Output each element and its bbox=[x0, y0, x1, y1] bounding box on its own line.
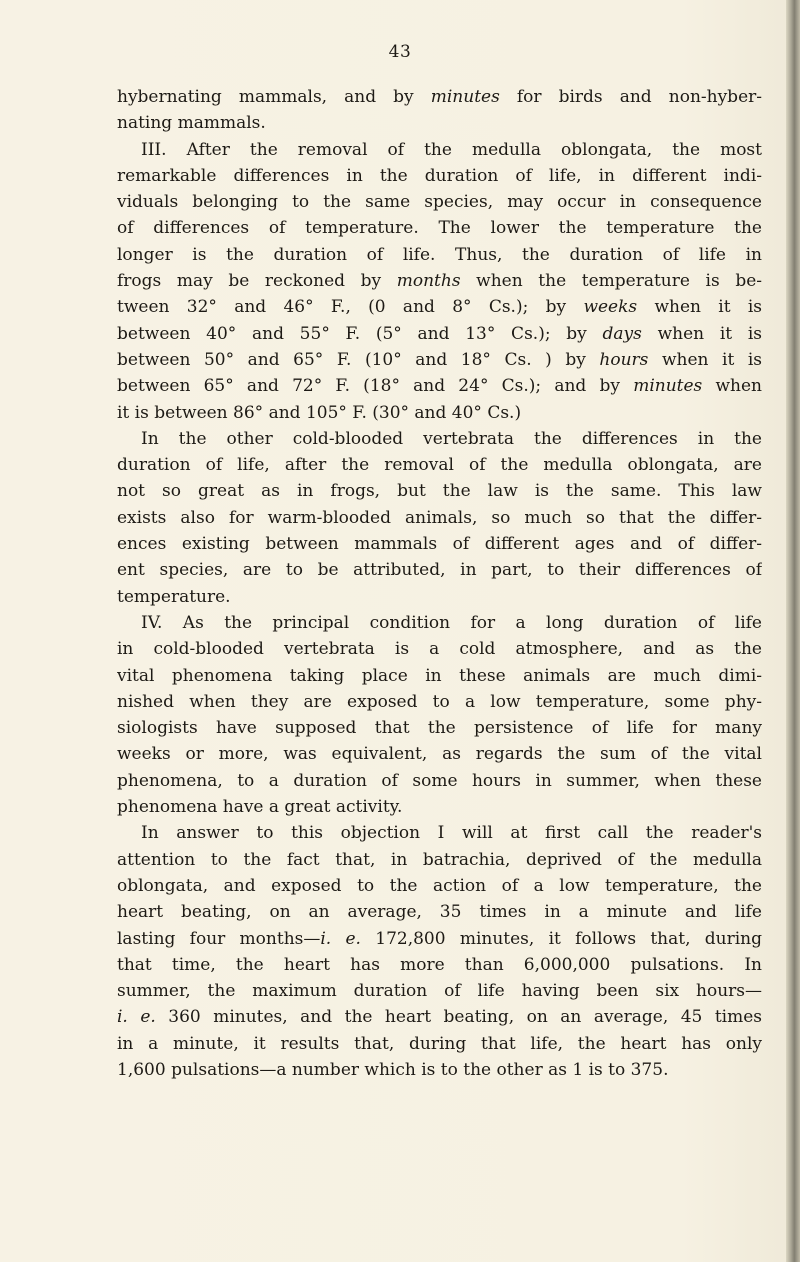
text-line: remarkable differences in the duration of life, in different indi- bbox=[117, 165, 762, 186]
text-line: vital phenomena taking place in these animals are much dimi- bbox=[117, 665, 762, 686]
text-line: exists also for warm-blooded animals, so much so that the differ- bbox=[117, 507, 762, 528]
text-line: viduals belonging to the same species, may occur in consequence bbox=[117, 192, 762, 213]
text-line: phenomena have a great activity. bbox=[117, 797, 403, 818]
text-line: heart beating, on an average, 35 times in a minute and life bbox=[117, 902, 762, 923]
text-line: nating mammals. bbox=[117, 113, 266, 134]
text-line: siologists have supposed that the persistence of life for many bbox=[117, 718, 762, 739]
text-line: of differences of temperature. The lower the temperature the bbox=[117, 218, 762, 239]
text-line: oblongata, and exposed to the action of a low temperature, the bbox=[117, 875, 762, 896]
text-line: in cold-blooded vertebrata is a cold atmosphere, and as the bbox=[117, 639, 762, 660]
text-line: IV. As the principal condition for a long duration of life bbox=[141, 612, 762, 633]
text-line: In answer to this objection I will at first call the reader's bbox=[141, 823, 762, 844]
text-line: 1,600 pulsations—a number which is to the other as 1 is to 375. bbox=[117, 1059, 669, 1080]
text-line: it is between 86° and 105° F. (30° and 40° Cs.) bbox=[117, 402, 522, 423]
text-line: longer is the duration of life. Thus, the duration of life in bbox=[117, 244, 762, 265]
text-line: between 65° and 72° F. (18° and 24° Cs.); and by minutes when bbox=[117, 376, 762, 397]
text-line: duration of life, after the removal of the medulla oblongata, are bbox=[117, 455, 762, 476]
text-line: between 50° and 65° F. (10° and 18° Cs. ) by hours when it is bbox=[117, 349, 762, 370]
text-line: between 40° and 55° F. (5° and 13° Cs.); by days when it is bbox=[117, 323, 762, 344]
page-edge bbox=[786, 0, 800, 1262]
text-line: frogs may be reckoned by months when the temperature is be- bbox=[117, 271, 762, 292]
text-line: lasting four months—i. e. 172,800 minutes, it follows that, during bbox=[117, 928, 762, 949]
text-line: phenomena, to a duration of some hours in summer, when these bbox=[117, 770, 762, 791]
text-line: that time, the heart has more than 6,000,000 pulsations. In bbox=[117, 954, 762, 975]
text-line: In the other cold-blooded vertebrata the differences in the bbox=[141, 428, 762, 449]
text-line: summer, the maximum duration of life having been six hours— bbox=[117, 981, 762, 1002]
text-line: not so great as in frogs, but the law is the same. This law bbox=[117, 481, 762, 502]
text-line: temperature. bbox=[117, 586, 231, 607]
text-line: tween 32° and 46° F., (0 and 8° Cs.); by weeks when it is bbox=[117, 297, 762, 318]
text-line: ences existing between mammals of different ages and of differ- bbox=[117, 534, 762, 555]
text-line: weeks or more, was equivalent, as regards the sum of the vital bbox=[117, 744, 762, 765]
page-number: 43 bbox=[388, 42, 412, 62]
text-line: hybernating mammals, and by minutes for birds and non-hyber- bbox=[117, 87, 762, 107]
text-line: i. e. 360 minutes, and the heart beating, on an average, 45 times bbox=[117, 1007, 762, 1028]
text-line: nished when they are exposed to a low temperature, some phy- bbox=[117, 691, 762, 712]
body-text bbox=[117, 84, 762, 1083]
text-line: in a minute, it results that, during that life, the heart has only bbox=[117, 1033, 762, 1054]
text-line: III. After the removal of the medulla oblongata, the most bbox=[141, 139, 762, 160]
text-line: ent species, are to be attributed, in part, to their differences of bbox=[117, 560, 762, 581]
text-line: attention to the fact that, in batrachia, deprived of the medulla bbox=[117, 849, 762, 870]
